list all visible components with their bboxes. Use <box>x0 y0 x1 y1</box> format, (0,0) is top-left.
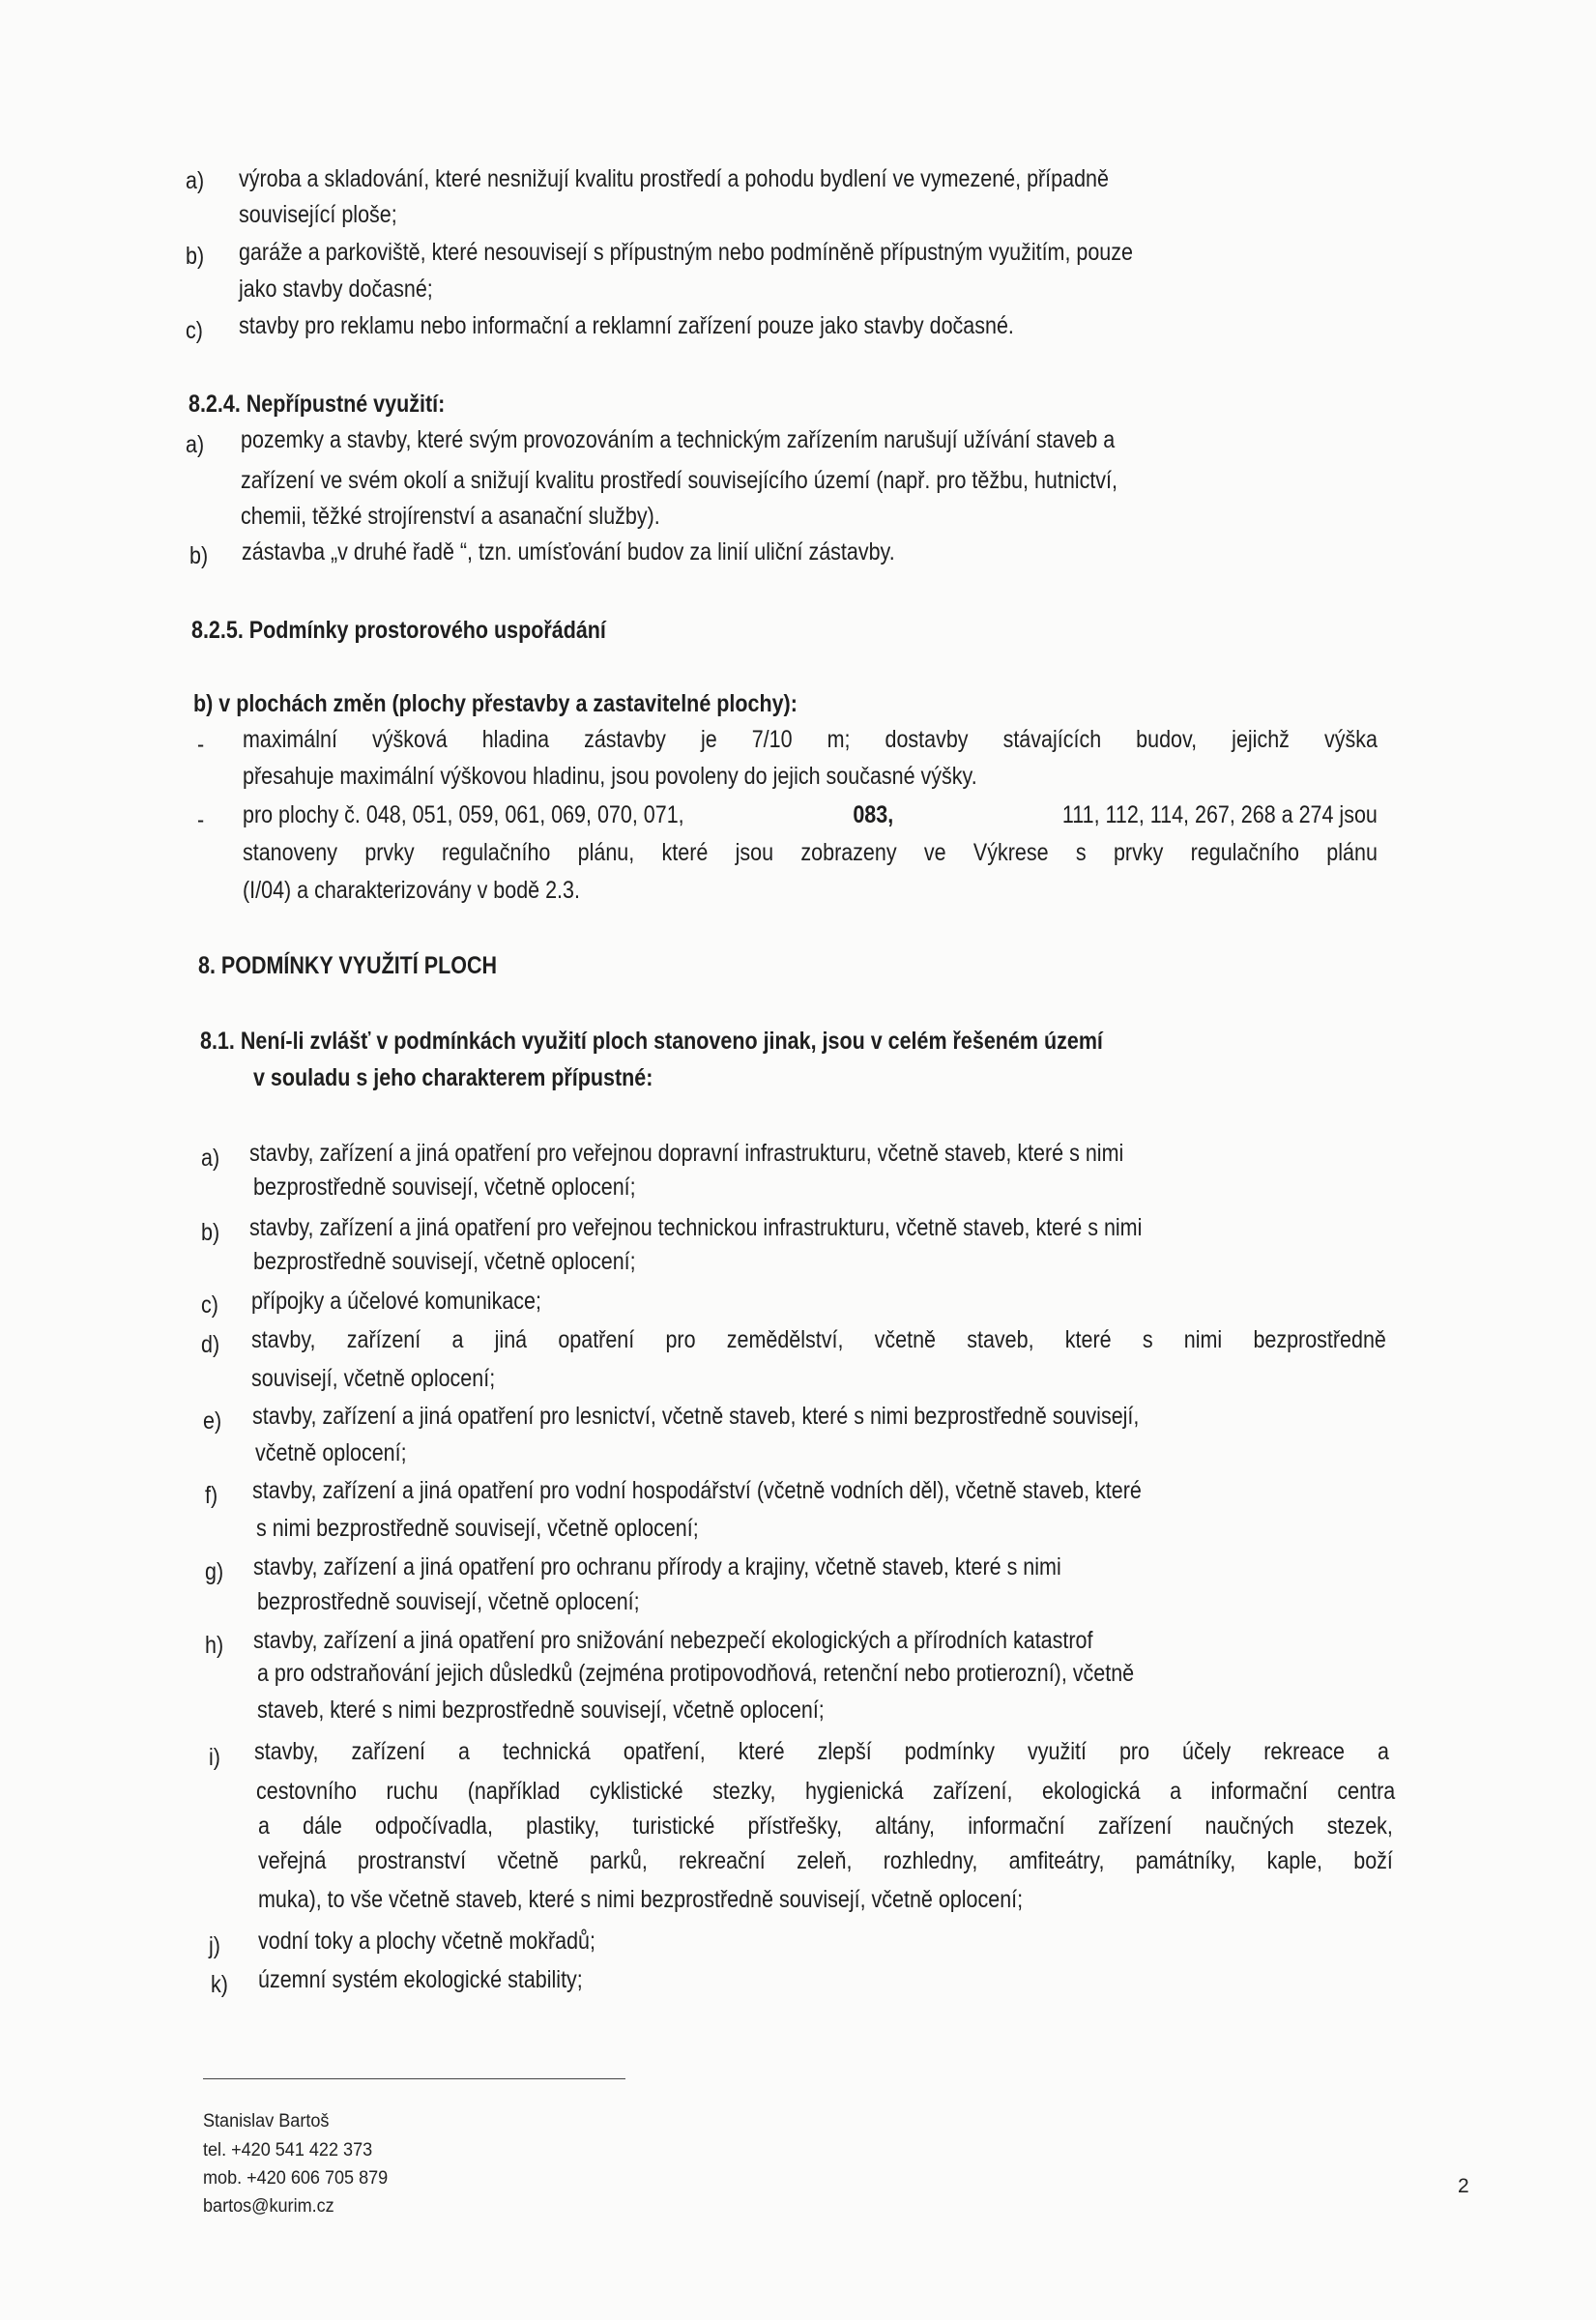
list-item-line: zařízení ve svém okolí a snižují kvalitu prostředí souvisejícího území (např. pro těžbu, hutnictví, <box>241 467 1117 494</box>
list-label: i) <box>209 1744 220 1771</box>
list-label: h) <box>205 1632 224 1659</box>
subheading-plochy-zmen: b) v plochách změn (plochy přestavby a zastavitelné plochy): <box>193 690 798 717</box>
footer-divider <box>203 2078 625 2079</box>
list-item-line: stavby, zařízení a jiná opatření pro veřejnou technickou infrastrukturu, včetně staveb, které s nimi <box>249 1214 1143 1241</box>
plots-list-post: 111, 112, 114, 267, 268 a 274 jsou <box>1061 801 1378 828</box>
bullet-dash: - <box>197 731 205 758</box>
list-label: e) <box>203 1407 222 1435</box>
list-item-line <box>243 838 1378 867</box>
list-item-line <box>256 1777 1395 1806</box>
list-label: f) <box>205 1482 218 1509</box>
footer-email: bartos@kurim.cz <box>203 2196 334 2217</box>
plots-line <box>243 800 1378 829</box>
item-text: stavby, zařízení a jiná opatření pro zemědělství, včetně staveb, které s nimi bezprostředně <box>251 1326 1386 1353</box>
list-item-line <box>258 1812 1393 1841</box>
list-label: b) <box>186 243 205 270</box>
list-item-line <box>243 800 1378 829</box>
list-item-line: územní systém ekologické stability; <box>258 1966 583 1993</box>
list-item-line: stavby, zařízení a jiná opatření pro veřejnou dopravní infrastrukturu, včetně staveb, které s nimi <box>249 1140 1124 1167</box>
list-item-line: s nimi bezprostředně souvisejí, včetně oplocení; <box>256 1515 699 1542</box>
list-item-line <box>251 1325 1386 1354</box>
list-item-line: a pro odstraňování jejich důsledků (zejména protipovodňová, retenční nebo protierozní), včetně <box>257 1660 1135 1687</box>
list-item-line: (I/04) a charakterizovány v bodě 2.3. <box>243 877 580 904</box>
list-item-line <box>258 1846 1393 1875</box>
list-item-line <box>243 725 1378 754</box>
list-item-line <box>254 1737 1389 1766</box>
list-item-line: stavby, zařízení a jiná opatření pro lesnictví, včetně staveb, které s nimi bezprostředně souvisejí, <box>252 1403 1140 1430</box>
list-item-line: muka), to vše včetně staveb, které s nimi bezprostředně souvisejí, včetně oplocení; <box>258 1886 1024 1913</box>
list-item-line: chemii, těžké strojírenství a asanační služby). <box>241 503 660 530</box>
plots-list-pre: pro plochy č. 048, 051, 059, 061, 069, 070, 071, <box>243 801 684 828</box>
footer-name: Stanislav Bartoš <box>203 2111 330 2132</box>
list-label: j) <box>209 1932 220 1959</box>
list-item-line: bezprostředně souvisejí, včetně oplocení; <box>257 1588 640 1615</box>
list-item-line: bezprostředně souvisejí, včetně oplocení; <box>253 1248 636 1275</box>
item-text: a dále odpočívadla, plastiky, turistické přístřešky, altány, informační zařízení naučných stezek, <box>258 1812 1393 1840</box>
bullet-dash: - <box>197 806 205 833</box>
list-item-line: přesahuje maximální výškovou hladinu, jsou povoleny do jejich současné výšky. <box>243 763 977 790</box>
section-heading-81-line1: 8.1. Není-li zvlášť v podmínkách využití ploch stanoveno jinak, jsou v celém řešeném území <box>200 1028 1103 1055</box>
section-heading-8: 8. PODMÍNKY VYUŽITÍ PLOCH <box>198 952 498 979</box>
list-item-line: výroba a skladování, které nesnižují kvalitu prostředí a pohodu bydlení ve vymezené, případně <box>239 165 1109 192</box>
list-label: a) <box>186 431 205 458</box>
list-label: c) <box>186 317 203 344</box>
list-label: k) <box>211 1971 228 1998</box>
bullet-text: maximální výšková hladina zástavby je 7/10 m; dostavby stávajících budov, jejichž výška <box>243 726 1378 753</box>
list-item-line: související ploše; <box>239 201 397 228</box>
list-item-line: stavby, zařízení a jiná opatření pro ochranu přírody a krajiny, včetně staveb, které s nimi <box>253 1553 1061 1580</box>
list-label: c) <box>201 1291 218 1319</box>
list-label: g) <box>205 1558 224 1585</box>
list-label: a) <box>201 1145 220 1172</box>
list-item-line: stavby, zařízení a jiná opatření pro vodní hospodářství (včetně vodních děl), včetně staveb, které <box>252 1477 1142 1504</box>
section-heading-824: 8.2.4. Nepřípustné využití: <box>189 391 446 418</box>
list-item-line: pozemky a stavby, které svým provozováním a technickým zařízením narušují užívání staveb a <box>241 426 1116 453</box>
list-item-line: souvisejí, včetně oplocení; <box>251 1365 496 1392</box>
list-label: d) <box>201 1331 220 1358</box>
list-item-line: garáže a parkoviště, které nesouvisejí s přípustným nebo podmíněně přípustným využitím, pouze <box>239 239 1133 266</box>
list-item-line: stavby, zařízení a jiná opatření pro snižování nebezpečí ekologických a přírodních katastrof <box>253 1627 1093 1654</box>
footer-tel: tel. +420 541 422 373 <box>203 2140 373 2160</box>
list-item-line: stavby pro reklamu nebo informační a reklamní zařízení pouze jako stavby dočasné. <box>239 312 1014 339</box>
item-text: stavby, zařízení a technická opatření, které zlepší podmínky využití pro účely rekreace a <box>254 1738 1389 1765</box>
bullet-text: stanoveny prvky regulačního plánu, které jsou zobrazeny ve Výkrese s prvky regulačního plánu <box>243 839 1378 866</box>
item-text: veřejná prostranství včetně parků, rekreační zeleň, rozhledny, amfiteátry, památníky, kaple, boží <box>258 1847 1393 1874</box>
list-item-line: bezprostředně souvisejí, včetně oplocení; <box>253 1174 636 1201</box>
list-label: b) <box>189 542 209 569</box>
list-item-line: včetně oplocení; <box>255 1439 407 1466</box>
list-item-line: staveb, které s nimi bezprostředně souvisejí, včetně oplocení; <box>257 1696 825 1724</box>
section-heading-81-line2: v souladu s jeho charakterem přípustné: <box>253 1064 653 1091</box>
list-label: b) <box>201 1219 220 1246</box>
page-number: 2 <box>1458 2175 1469 2197</box>
plots-list-bold: 083, <box>853 801 894 828</box>
section-heading-825: 8.2.5. Podmínky prostorového uspořádání <box>191 617 606 644</box>
list-item-line: vodní toky a plochy včetně mokřadů; <box>258 1928 595 1955</box>
footer-mob: mob. +420 606 705 879 <box>203 2168 389 2189</box>
item-text: cestovního ruchu (například cyklistické stezky, hygienická zařízení, ekologická a informační centra <box>256 1778 1396 1805</box>
list-label: a) <box>186 167 205 194</box>
list-item-line: jako stavby dočasné; <box>239 276 433 303</box>
list-item-line: přípojky a účelové komunikace; <box>251 1288 541 1315</box>
list-item-line: zástavba „v druhé řadě “, tzn. umísťování budov za linií uliční zástavby. <box>242 538 895 566</box>
